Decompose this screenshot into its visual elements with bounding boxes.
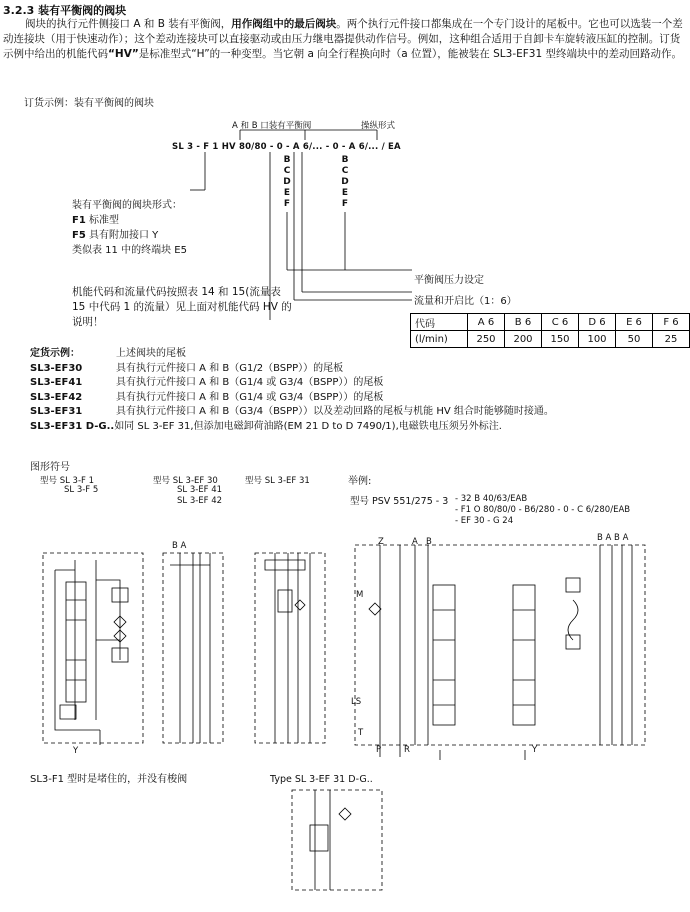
port-label-t: T: [358, 728, 364, 738]
port-label-bab: B A B A: [597, 533, 629, 543]
ef31-block-outline: [255, 553, 325, 743]
example-code-1: - 32 B 40/63/EAB: [455, 494, 528, 504]
pressure-setting-label: 平衡阀压力设定: [414, 275, 484, 286]
letters-column-2: B C D E F: [341, 155, 349, 209]
para-start: 阀块的执行元件侧接口 A 和 B 装有平衡阀，: [25, 18, 232, 30]
note-f1-plugged: SL3-F1 型时是堵住的，并没有梭阀: [30, 774, 188, 785]
order-code: SL 3 - F 1 HV 80/80 - 0 - A 6/... - 0 - A 6/... / EA: [172, 142, 401, 152]
section-title: 装有平衡阀的阀块: [38, 4, 127, 17]
example-row: SL3-EF41 具有执行元件接口 A 和 B（G1/4 或 G3/4（BSPP））的尾板: [30, 377, 384, 388]
example-spool-1: [433, 585, 455, 725]
para-bold: 用作阀组中的最后阀块: [231, 18, 337, 30]
block-form-e5: 类似表 11 中的终端块 E5: [72, 245, 187, 256]
block-form-f1: F1 标准型: [72, 215, 119, 226]
example-row: SL3-EF42 具有执行元件接口 A 和 B（G1/4 或 G3/4（BSPP））的尾板: [30, 391, 384, 403]
type1-label: 型号 SL 3-F 1: [40, 476, 95, 486]
symbols-title: 图形符号: [30, 462, 70, 473]
example-title: 举例:: [348, 476, 372, 487]
example-code-3: - EF 30 - G 24: [455, 516, 514, 526]
examples-header: 定货示例： 上述阀块的尾板: [30, 348, 186, 359]
port-label-y-example: Y: [532, 745, 538, 755]
dg-block-outline: [292, 790, 382, 890]
para-bold2: “HV”: [108, 48, 139, 60]
function-code-note: 机能代码和流量代码按照表 14 和 15(流量表 15 中代码 1 的流量）见上面对机能代码 HV 的说明！: [72, 286, 292, 328]
example-row: SL3-EF30 具有执行元件接口 A 和 B（G1/2（BSPP））的尾板: [30, 362, 344, 374]
type2-line3: SL 3-EF 42: [177, 496, 223, 506]
example-row: SL3-EF31 具有执行元件接口 A 和 B（G3/4（BSPP））以及差动回路的尾板与机能 HV 组合时能够随时接通。: [30, 406, 554, 417]
label-ab-valve: A 和 B 口装有平衡阀: [232, 121, 312, 131]
port-label-r: R: [404, 745, 410, 755]
flow-table: 代码 A 6 B 6 C 6 D 6 E 6 F 6 (l/min) 250 200 150 100 50 25: [410, 313, 690, 348]
example-code-2: - F1 O 80/80/0 - B6/280 - 0 - C 6/280/EAB: [455, 505, 631, 515]
port-label-p: P: [376, 745, 382, 755]
port-label-y: Y: [73, 746, 79, 756]
port-label-ba: B A: [172, 541, 187, 551]
type3-label: 型号 SL 3-EF 31: [245, 476, 310, 486]
type2-line2: SL 3-EF 41: [177, 485, 223, 495]
order-title: 订货示例：装有平衡阀的阀块: [24, 98, 154, 109]
port-label-m: M: [356, 590, 364, 600]
para-end2: 是标准型式“H”的一种变型。当它朝 a 向全行程换向时（a 位置），能被装在 SL3-EF31 型终端块中的差动回路动作。: [138, 48, 682, 60]
type1-line2: SL 3-F 5: [64, 485, 99, 495]
port-label-z: Z: [378, 537, 384, 547]
port-label-b: B: [426, 537, 432, 547]
example-block-outline: [355, 545, 645, 745]
flow-ratio-label: 流量和开启比（1：6）: [414, 296, 517, 307]
block-form-title: 装有平衡阀的阀块形式：: [72, 200, 182, 211]
type2-label: 型号 SL 3-EF 30: [153, 476, 218, 486]
example-spool-2: [513, 585, 535, 725]
section-number: 3.2.3: [3, 4, 35, 17]
para-end: 。两个执行元件接口都集成在一个专门设计的尾板中。它也可以选装一个差动连接块（用于快速动作）；这个差动连接块可以直接驱动或由压力继电器提供动作信号。例如，这种组合适用于自卸卡车旋转液压缸的控制。订货示例中给出的机能代码: [3, 18, 683, 60]
label-operation: 操纵形式: [361, 121, 396, 131]
block-form-f5: F5 具有附加接口 Y: [72, 230, 159, 241]
port-label-ls: LS: [351, 697, 362, 707]
port-label-a: A: [412, 537, 418, 547]
type-dg-label: Type SL 3-EF 31 D-G..: [270, 774, 373, 785]
letters-column-1: B C D E F: [283, 155, 291, 209]
example-type: 型号 PSV 551/275 - 3: [350, 496, 449, 507]
example-row-last: SL3-EF31 D-G.. 如同 SL 3-EF 31,但添加电磁卸荷油路(EM 21 D to D 7490/1),电磁铁电压须另外标注.: [30, 420, 502, 432]
